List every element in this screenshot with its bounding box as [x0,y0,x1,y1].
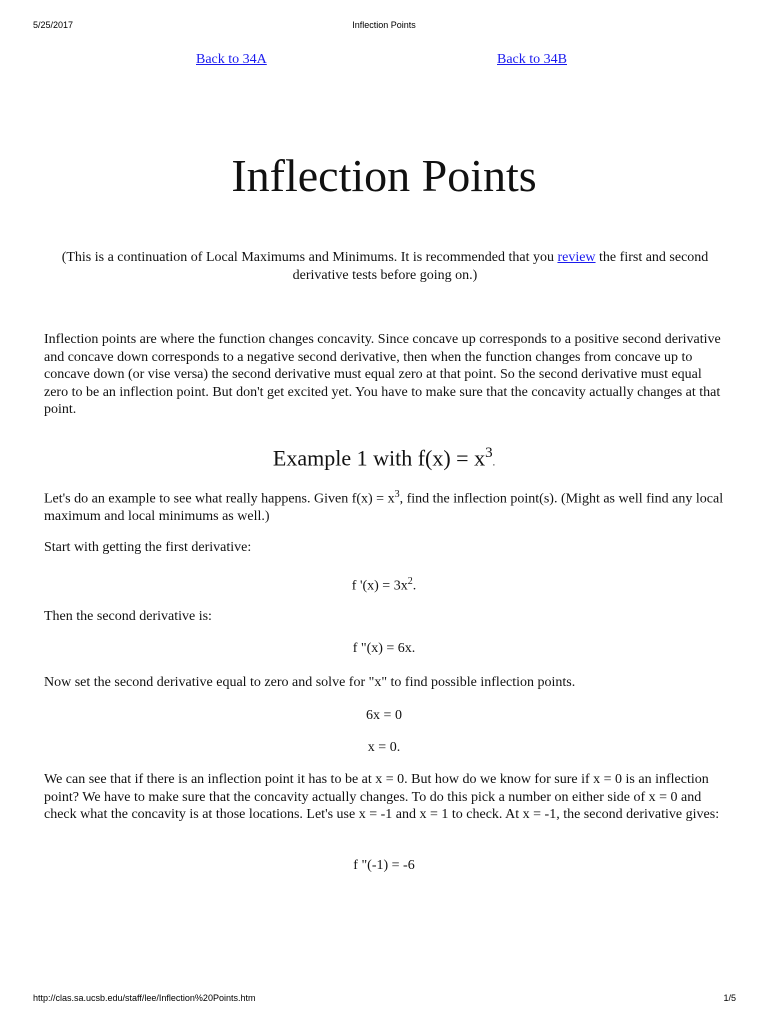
equation-second-derivative: f "(x) = 6x. [352,641,416,656]
back-to-34b-link[interactable]: Back to 34B [497,52,567,67]
nav-links [0,52,768,72]
print-date: 5/25/2017 [33,20,74,30]
intro-text-after: the first and second derivative tests before going on.) [292,250,709,283]
paragraph-second-derivative: Then the second derivative is: [44,609,212,624]
back-to-34a-link[interactable]: Back to 34A [196,52,267,67]
paragraph-inflection-definition: Inflection points are where the function changes concavity. Since concave up corresponds to a positive second derivative and concave down corresponds to a negative second derivative, then when the function changes from concave up to concave down (or vise versa) the second derivative must equal zero at that point. So the second derivative must equal zero to be an inflection point. But don't get excited yet. You have to make sure that the concavity actually changes at that point. [44,332,721,418]
equation-solution: x = 0. [367,740,401,755]
print-title: Inflection Points [352,20,416,30]
example-heading [0,438,768,478]
equation-first-derivative [0,573,768,596]
paragraph-first-derivative: Start with getting the first derivative: [44,540,252,555]
equation-first-derivative-trail: . [412,578,417,594]
equation-first-derivative-text: f '(x) = 3x [351,578,408,594]
paragraph-example-intro [44,486,726,526]
paragraph-check-concavity: We can see that if there is an inflection point it has to be at x = 0. But how do we know for sure if x = 0 is an inflection point? We have to make sure that the concavity actually changes. To do this pick a number on either side of x = 0 and check what the concavity is at those locations. Let's use x = -1 and x = 1 to check. At x = -1, the second derivative gives: [44,772,720,823]
print-page-number: 1/5 [723,993,736,1003]
example-heading-trail: . [492,457,496,469]
paragraph-example-before: Let's do an example to see what really happens. Given f(x) = x [44,491,395,507]
intro-paragraph [44,249,726,284]
example-heading-exponent: 3 [485,445,493,461]
page-title: Inflection Points [231,150,537,201]
equation-set-zero: 6x = 0 [366,708,402,723]
intro-text-before: (This is a continuation of Local Maximums and Minimums. It is recommended that you [61,250,558,265]
equation-first-derivative-exponent: 2 [407,576,413,587]
print-header [0,20,768,32]
paragraph-set-zero: Now set the second derivative equal to zero and solve for "x" to find possible inflection points. [44,675,576,690]
print-footer [0,993,768,1005]
example-heading-text: Example 1 with f(x) = x [272,445,486,471]
review-link[interactable]: review [557,250,596,265]
paragraph-example-after: , find the inflection point(s). (Might as well find any local maximum and local minimums as well.) [44,491,724,525]
print-url: http://clas.sa.ucsb.edu/staff/lee/Inflection%20Points.htm [33,993,256,1003]
paragraph-example-exponent: 3 [394,489,400,500]
equation-check: f "(-1) = -6 [353,858,415,873]
